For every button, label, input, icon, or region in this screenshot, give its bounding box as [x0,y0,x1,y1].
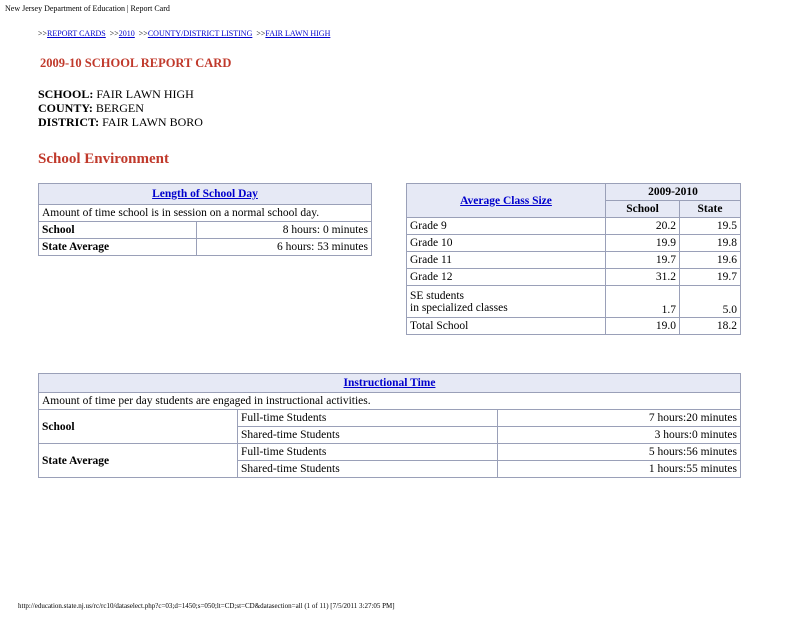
breadcrumb-link-2010[interactable]: 2010 [118,29,135,38]
year-header: 2009-2010 [606,184,741,201]
table-row [39,222,372,239]
table-row [407,318,741,335]
district-line [38,115,203,129]
breadcrumb-separator: >> [138,29,148,38]
school-info [38,87,203,129]
instructional-time-header [39,374,741,393]
row-label: State Average [39,239,197,256]
table-row [407,218,741,235]
school-value: 1.7 [606,286,680,318]
school-value: 31.2 [606,269,680,286]
county-line [38,101,203,115]
breadcrumb-separator: >> [38,29,48,38]
se-students-label [407,286,606,318]
table-row [407,235,741,252]
instructional-time-description: Amount of time per day students are engaged in instructional activities. [39,393,741,410]
school-value: 19.0 [606,318,680,335]
length-of-school-day-table [38,183,372,256]
time-value: 1 hours:55 minutes [498,461,741,478]
group-label: School [39,410,238,444]
school-value: 19.7 [606,252,680,269]
table-row [39,410,741,427]
state-column-header: State [680,201,741,218]
table-row [39,444,741,461]
time-value: 7 hours:20 minutes [498,410,741,427]
school-value: 20.2 [606,218,680,235]
length-of-school-day-header [39,184,372,205]
breadcrumb-link-county-district-listing[interactable]: COUNTY/DISTRICT LISTING [147,29,253,38]
county-label: COUNTY: [38,101,93,115]
grade-label: Grade 9 [407,218,606,235]
se-label-line2: in specialized classes [410,301,508,314]
breadcrumb [38,29,330,38]
state-value: 19.8 [680,235,741,252]
table-row [407,252,741,269]
student-type: Shared-time Students [238,461,498,478]
average-class-size-header [407,184,606,218]
state-value: 18.2 [680,318,741,335]
grade-label: Grade 10 [407,235,606,252]
school-line [38,87,203,101]
breadcrumb-link-report-cards[interactable]: REPORT CARDS [47,29,106,38]
breadcrumb-separator: >> [109,29,119,38]
state-value: 19.5 [680,218,741,235]
breadcrumb-separator: >> [256,29,266,38]
grade-label: Grade 12 [407,269,606,286]
average-class-size-table [406,183,741,335]
student-type: Full-time Students [238,410,498,427]
state-value: 19.6 [680,252,741,269]
row-value: 8 hours: 0 minutes [197,222,372,239]
report-title: 2009-10 SCHOOL REPORT CARD [40,56,232,70]
state-value: 19.7 [680,269,741,286]
school-column-header: School [606,201,680,218]
se-label-line1: SE students [410,289,464,302]
table-row [407,269,741,286]
table-row [407,286,741,318]
grade-label: Grade 11 [407,252,606,269]
student-type: Shared-time Students [238,427,498,444]
instructional-time-table [38,373,741,478]
breadcrumb-link-fair-lawn-high[interactable]: FAIR LAWN HIGH [265,29,331,38]
length-of-school-day-link[interactable]: Length of School Day [152,188,258,200]
school-value: 19.9 [606,235,680,252]
county-name: BERGEN [95,101,144,115]
total-school-label: Total School [407,318,606,335]
page-footer-url: http://education.state.nj.us/rc/rc10/dataselect.php?c=03;d=1450;s=050;lt=CD;st=CD&datasection=all (1 of 11) [7/5/2011 3:27:05 PM] [18,602,395,610]
time-value: 5 hours:56 minutes [498,444,741,461]
group-label: State Average [39,444,238,478]
school-label: SCHOOL: [38,87,94,101]
state-value: 5.0 [680,286,741,318]
average-class-size-link[interactable]: Average Class Size [460,194,552,207]
row-value: 6 hours: 53 minutes [197,239,372,256]
district-name: FAIR LAWN BORO [102,115,203,129]
district-label: DISTRICT: [38,115,100,129]
table-row [39,239,372,256]
school-name: FAIR LAWN HIGH [96,87,194,101]
time-value: 3 hours:0 minutes [498,427,741,444]
page-header: New Jersey Department of Education | Report Card [5,4,170,13]
instructional-time-link[interactable]: Instructional Time [343,377,436,389]
student-type: Full-time Students [238,444,498,461]
length-of-school-day-description: Amount of time school is in session on a normal school day. [39,205,372,222]
row-label: School [39,222,197,239]
section-title: School Environment [38,151,169,167]
